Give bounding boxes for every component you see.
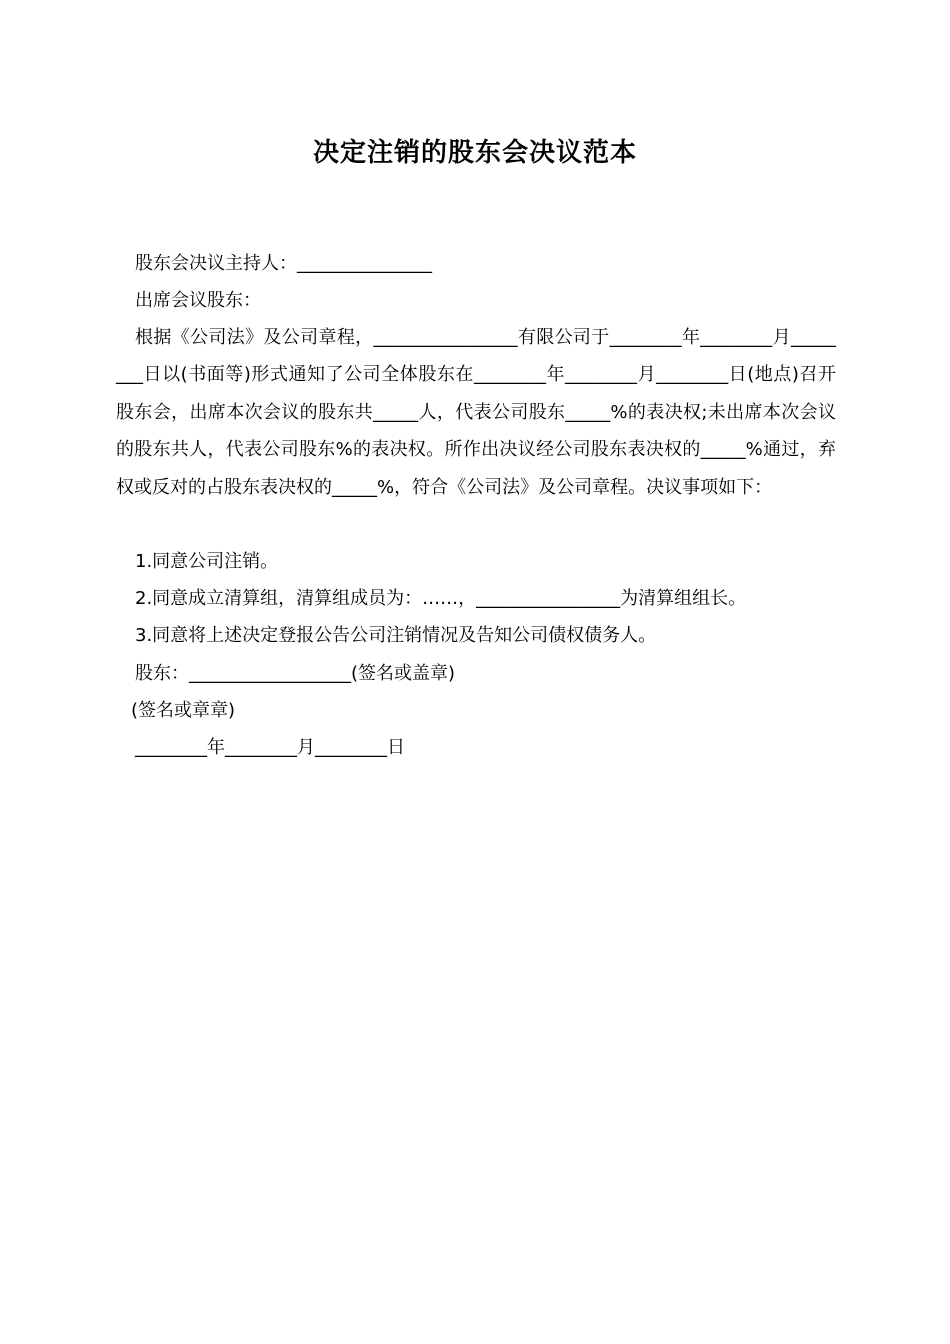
host-line: 股东会决议主持人：_______________ [135, 253, 432, 274]
date-line: ________年________月________日 [135, 737, 405, 758]
body-paragraph: 根据《公司法》及公司章程，________________有限公司于________年________月________日以(书面等)形式通知了公司全体股东在________年________月________日(地点)召开股东会，出席本次会议的股东共_____人，代表公司股东_____%的表决权;未出席本次会议的股东共人，代表公司股东%的表决权。所作出决议经公司股东表决权的_____%通过，弃权或反对的占股东表决权的_____%，符合《公司法》及公司章程。决议事项如下： [116, 327, 836, 498]
document-title: 决定注销的股东会决议范本 [312, 138, 637, 168]
signature-note: (签名或章章) [131, 700, 236, 721]
shareholder-signature-line: 股东：__________________(签名或盖章) [135, 663, 456, 684]
attendees-line: 出席会议股东： [135, 290, 261, 311]
resolution-item-2: 2.同意成立清算组，清算组成员为：……，________________为清算组组长。 [135, 588, 747, 609]
resolution-item-1: 1.同意公司注销。 [135, 551, 279, 572]
resolution-item-3: 3.同意将上述决定登报公告公司注销情况及告知公司债权债务人。 [135, 625, 657, 646]
